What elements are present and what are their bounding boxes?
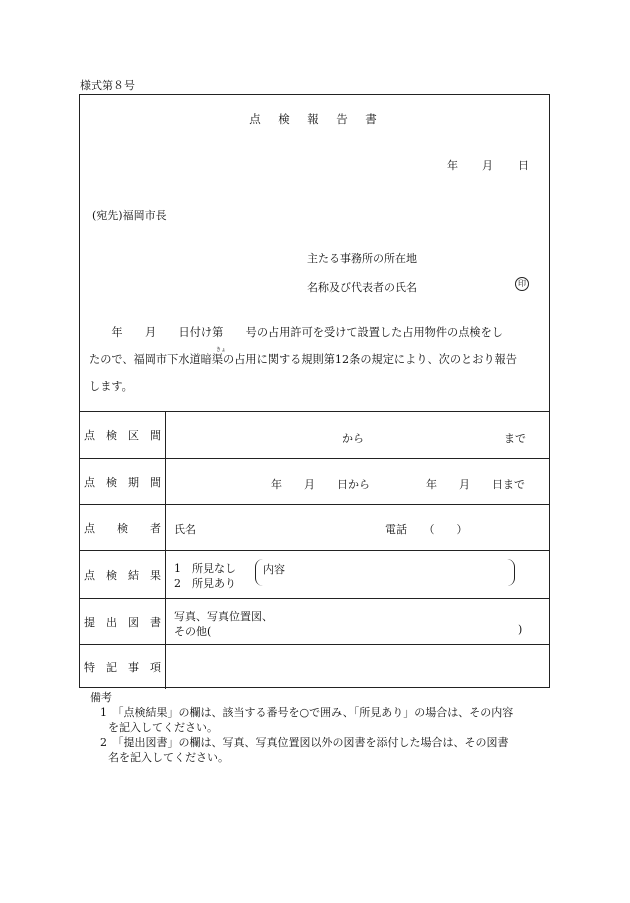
label-remarks: 特 記 事 項 xyxy=(80,645,166,689)
period-to: 年 月 日まで xyxy=(426,478,525,491)
note-1-line-2: を記入してください。 xyxy=(108,721,218,734)
seal-mark: 印 xyxy=(515,277,529,291)
result-option-1: 1 所見なし xyxy=(174,562,236,575)
note-2-line-1: 2 「提出図書」の欄は、写真、写真位置図以外の図書を添付した場合は、その図書 xyxy=(100,736,509,749)
form-id: 様式第８号 xyxy=(80,79,135,92)
row-section xyxy=(80,411,549,458)
ruby-reading: きょ xyxy=(215,347,226,353)
docs-line-2: その他( xyxy=(174,625,212,638)
report-form xyxy=(79,94,550,688)
section-from: から xyxy=(342,432,364,445)
row-inspector xyxy=(80,504,549,550)
label-inspector: 点 検 者 xyxy=(80,505,166,550)
row-result xyxy=(80,550,549,598)
section-to: まで xyxy=(504,432,526,445)
date-month: 月 xyxy=(482,159,493,172)
label-docs: 提 出 図 書 xyxy=(80,599,166,644)
addressee: (宛先)福岡市長 xyxy=(92,209,167,222)
representative-name-label: 名称及び代表者の氏名 xyxy=(307,281,417,294)
form-title: 点 検 報 告 書 xyxy=(249,112,380,126)
docs-line-1: 写真、写真位置図、 xyxy=(174,610,273,623)
row-docs xyxy=(80,598,549,644)
ruby-base: 渠 xyxy=(211,353,224,366)
body-line-2-start: たので、福岡市下水道暗 xyxy=(89,353,212,366)
note-1-line-1: 1 「点検結果」の欄は、該当する番号を○で囲み、「所見あり」の場合は、その内容 xyxy=(100,706,514,719)
inspector-phone-label: 電話 （ ） xyxy=(385,523,468,536)
docs-close-paren: ) xyxy=(518,623,523,636)
label-result: 点 検 結 果 xyxy=(80,551,166,598)
result-content-bracket xyxy=(255,559,515,586)
body-line-2 xyxy=(89,346,517,373)
ruby-kanji xyxy=(211,346,226,373)
office-address-label: 主たる事務所の所在地 xyxy=(307,252,417,265)
inspector-name-label: 氏名 xyxy=(174,523,196,536)
body-line-1: 年 月 日付け第 号の占用許可を受けて設置した占用物件の点検をし xyxy=(89,326,503,339)
row-period xyxy=(80,458,549,504)
label-section: 点 検 区 間 xyxy=(80,412,166,458)
date-year: 年 xyxy=(447,159,458,172)
result-option-2: 2 所見あり xyxy=(174,577,236,590)
notes-heading: 備考 xyxy=(90,691,112,704)
label-period: 点 検 期 間 xyxy=(80,459,166,504)
period-from: 年 月 日から xyxy=(271,478,370,491)
result-content-label: 内容 xyxy=(263,563,285,576)
note-2-line-2: 名を記入してください。 xyxy=(108,751,229,764)
notes xyxy=(90,690,513,765)
row-remarks xyxy=(80,644,549,689)
body-line-3: します。 xyxy=(89,380,133,393)
date-day: 日 xyxy=(518,159,529,172)
body-line-2-end: の占用に関する規則第12条の規定により、次のとおり報告 xyxy=(223,353,517,366)
